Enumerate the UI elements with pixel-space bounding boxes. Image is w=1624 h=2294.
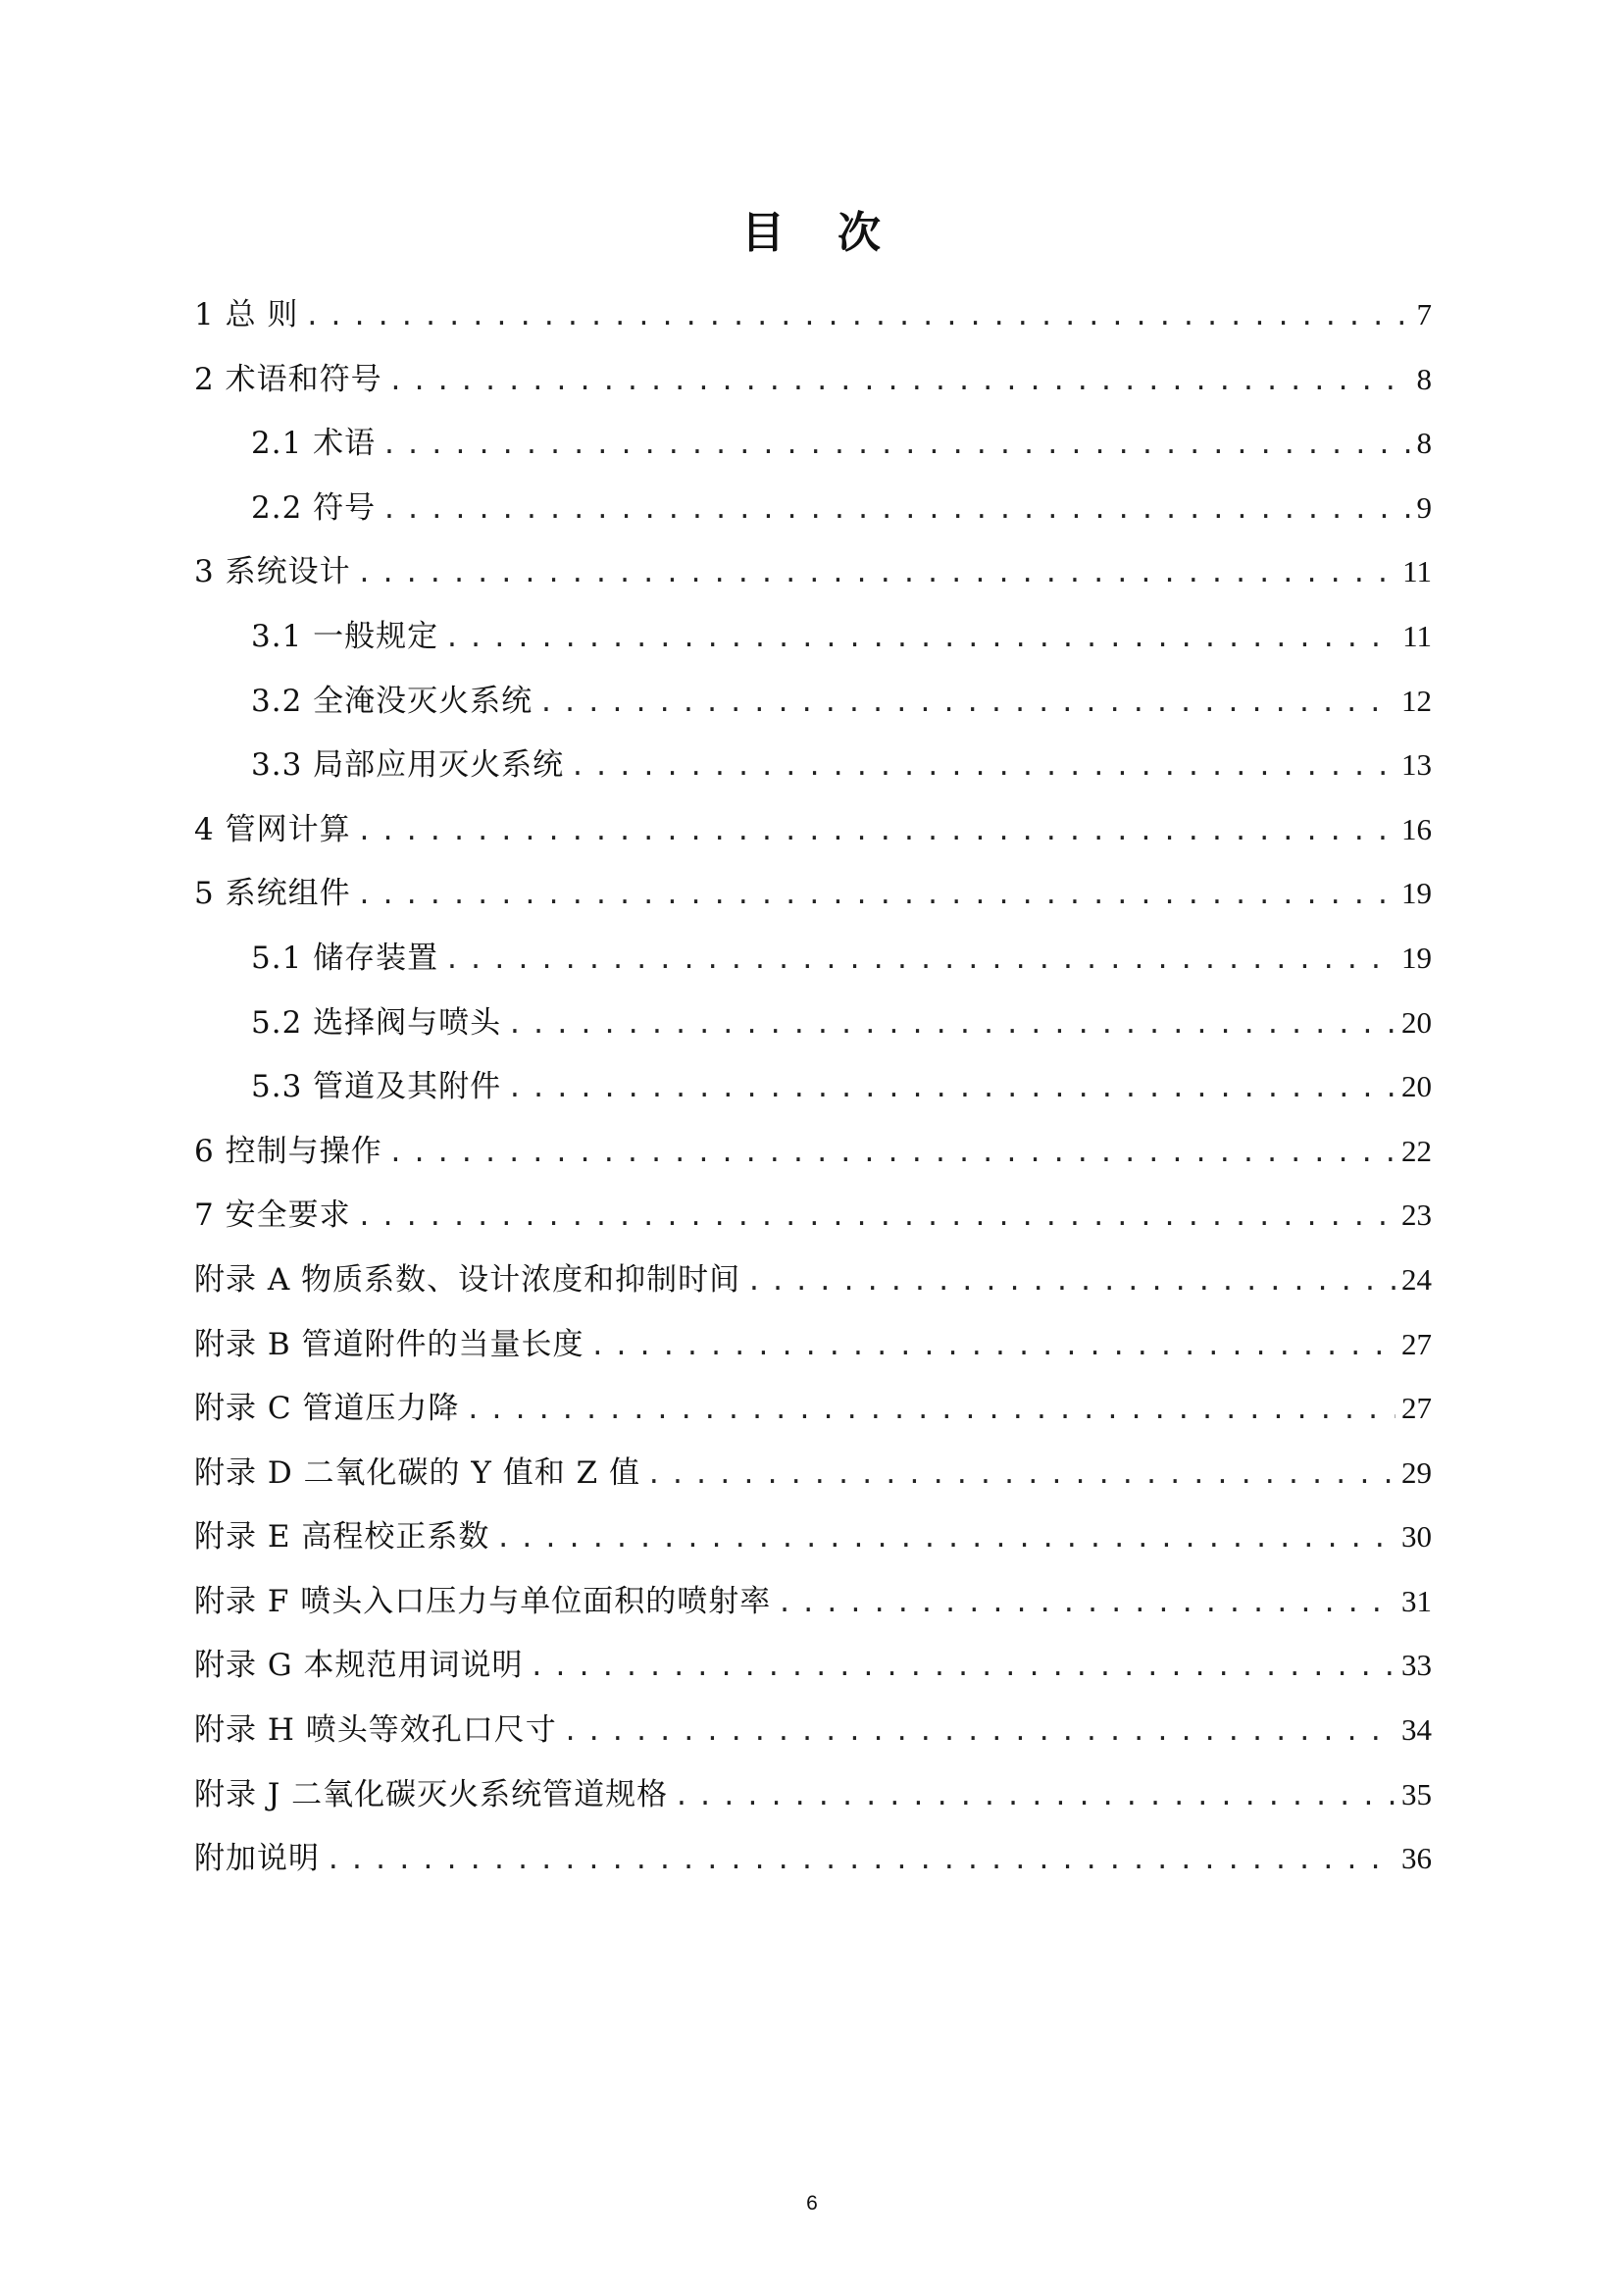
toc-entry[interactable] xyxy=(194,1826,1432,1891)
toc-dot-leader xyxy=(304,285,1410,350)
toc-entry-label: 附录 F 喷头入口压力与单位面积的喷射率 xyxy=(194,1583,772,1619)
toc-entry-page-number: 36 xyxy=(1401,1841,1432,1876)
toc-dot-leader xyxy=(381,414,1410,479)
toc-entry-label: 3 系统设计 xyxy=(194,554,351,590)
toc-entry-page-number: 9 xyxy=(1416,489,1432,525)
page-title-char-1: 目 xyxy=(741,208,787,258)
toc-dot-leader xyxy=(381,479,1410,543)
toc-entry-page-number: 34 xyxy=(1401,1712,1432,1748)
toc-dot-leader xyxy=(388,350,1411,415)
toc-entry-page-number: 27 xyxy=(1401,1391,1432,1426)
toc-entry[interactable] xyxy=(194,604,1432,669)
toc-entry-label: 2.1 术语 xyxy=(251,426,377,462)
toc-entry-label: 附录 H 喷头等效孔口尺寸 xyxy=(194,1712,557,1749)
toc-dot-leader xyxy=(590,1315,1396,1380)
toc-dot-leader xyxy=(388,1122,1396,1187)
toc-entry[interactable] xyxy=(194,347,1432,412)
toc-entry-label: 5.1 储存装置 xyxy=(251,940,439,976)
toc-entry[interactable] xyxy=(194,1762,1432,1827)
toc-entry[interactable] xyxy=(194,1441,1432,1505)
toc-entry-label: 7 安全要求 xyxy=(194,1198,351,1234)
page-title xyxy=(0,204,1624,263)
toc-entry[interactable] xyxy=(194,1376,1432,1441)
toc-entry[interactable] xyxy=(194,1504,1432,1569)
toc-dot-leader xyxy=(444,607,1396,672)
toc-entry[interactable] xyxy=(194,861,1432,926)
toc-entry-page-number: 8 xyxy=(1416,361,1432,396)
toc-entry[interactable] xyxy=(194,1569,1432,1634)
toc-entry[interactable] xyxy=(194,991,1432,1055)
toc-dot-leader xyxy=(563,1701,1396,1765)
toc-dot-leader xyxy=(357,1186,1396,1250)
toc-entry-label: 3.1 一般规定 xyxy=(251,618,439,654)
toc-entry[interactable] xyxy=(194,669,1432,734)
toc-dot-leader xyxy=(495,1507,1396,1572)
page-number: 6 xyxy=(806,2192,818,2215)
toc-entry-label: 附录 E 高程校正系数 xyxy=(194,1519,490,1555)
toc-entry-page-number: 33 xyxy=(1401,1648,1432,1683)
toc-entry-label: 3.3 局部应用灭火系统 xyxy=(251,747,565,784)
toc-entry-page-number: 8 xyxy=(1416,426,1432,461)
toc-entry-page-number: 12 xyxy=(1401,683,1432,718)
toc-entry-page-number: 13 xyxy=(1401,747,1432,783)
toc-entry[interactable] xyxy=(194,1633,1432,1698)
toc-entry-label: 附录 C 管道压力降 xyxy=(194,1391,460,1427)
toc-dot-leader xyxy=(357,864,1396,929)
toc-entry-label: 5.2 选择阀与喷头 xyxy=(251,1004,502,1041)
toc-entry[interactable] xyxy=(194,797,1432,862)
toc-entry-page-number: 23 xyxy=(1401,1198,1432,1233)
toc-entry-label: 5 系统组件 xyxy=(194,876,351,912)
toc-entry-page-number: 22 xyxy=(1401,1133,1432,1168)
toc-entry-label: 6 控制与操作 xyxy=(194,1133,382,1169)
toc-dot-leader xyxy=(357,542,1397,607)
toc-entry-label: 4 管网计算 xyxy=(194,811,351,847)
toc-dot-leader xyxy=(674,1765,1396,1830)
toc-dot-leader xyxy=(465,1379,1396,1444)
toc-entry-label: 2 术语和符号 xyxy=(194,361,382,397)
toc-entry-page-number: 31 xyxy=(1401,1583,1432,1618)
toc-entry-page-number: 29 xyxy=(1401,1454,1432,1490)
toc-entry-page-number: 20 xyxy=(1401,1004,1432,1040)
toc-entry-page-number: 30 xyxy=(1401,1519,1432,1555)
toc-dot-leader xyxy=(529,1636,1396,1701)
toc-entry-label: 3.2 全淹没灭火系统 xyxy=(251,683,533,719)
toc-dot-leader xyxy=(538,672,1396,737)
toc-entry-page-number: 35 xyxy=(1401,1776,1432,1811)
toc-entry[interactable] xyxy=(194,733,1432,797)
toc-dot-leader xyxy=(444,929,1396,994)
toc-entry[interactable] xyxy=(194,1698,1432,1762)
toc-dot-leader xyxy=(507,994,1396,1058)
toc-dot-leader xyxy=(777,1572,1396,1637)
toc-entry-page-number: 7 xyxy=(1416,297,1432,331)
toc-entry[interactable] xyxy=(194,1248,1432,1312)
table-of-contents xyxy=(194,282,1432,1891)
toc-entry-page-number: 11 xyxy=(1402,618,1432,653)
toc-entry-label: 附加说明 xyxy=(194,1841,320,1877)
toc-entry-page-number: 27 xyxy=(1401,1326,1432,1361)
toc-entry-label: 5.3 管道及其附件 xyxy=(251,1069,502,1105)
page-title-char-2: 次 xyxy=(837,208,883,258)
toc-entry-label: 附录 B 管道附件的当量长度 xyxy=(194,1326,584,1362)
toc-dot-leader xyxy=(570,736,1396,800)
toc-dot-leader xyxy=(507,1057,1396,1122)
toc-entry-page-number: 19 xyxy=(1401,940,1432,975)
toc-dot-leader xyxy=(646,1444,1396,1508)
toc-entry-label: 附录 D 二氧化碳的 Y 值和 Z 值 xyxy=(194,1454,640,1491)
toc-entry-page-number: 11 xyxy=(1402,554,1432,589)
toc-entry[interactable] xyxy=(194,926,1432,991)
toc-entry[interactable] xyxy=(194,1119,1432,1184)
toc-entry-label: 附录 J 二氧化碳灭火系统管道规格 xyxy=(194,1776,669,1812)
toc-dot-leader xyxy=(746,1250,1396,1315)
toc-entry-page-number: 20 xyxy=(1401,1069,1432,1104)
toc-entry[interactable] xyxy=(194,1312,1432,1377)
toc-entry[interactable] xyxy=(194,1183,1432,1248)
toc-entry[interactable] xyxy=(194,1054,1432,1119)
toc-entry[interactable] xyxy=(194,411,1432,476)
toc-entry-label: 1 总 则 xyxy=(194,297,299,332)
toc-entry[interactable] xyxy=(194,539,1432,604)
toc-entry-label: 附录 A 物质系数、设计浓度和抑制时间 xyxy=(194,1261,741,1298)
toc-entry-label: 2.2 符号 xyxy=(251,489,377,526)
toc-entry-page-number: 24 xyxy=(1401,1261,1432,1297)
toc-dot-leader xyxy=(326,1829,1396,1894)
toc-entry-page-number: 16 xyxy=(1401,811,1432,846)
toc-dot-leader xyxy=(357,800,1396,865)
toc-entry[interactable] xyxy=(194,476,1432,540)
toc-entry[interactable] xyxy=(194,282,1432,347)
toc-entry-page-number: 19 xyxy=(1401,876,1432,911)
toc-entry-label: 附录 G 本规范用词说明 xyxy=(194,1648,524,1684)
